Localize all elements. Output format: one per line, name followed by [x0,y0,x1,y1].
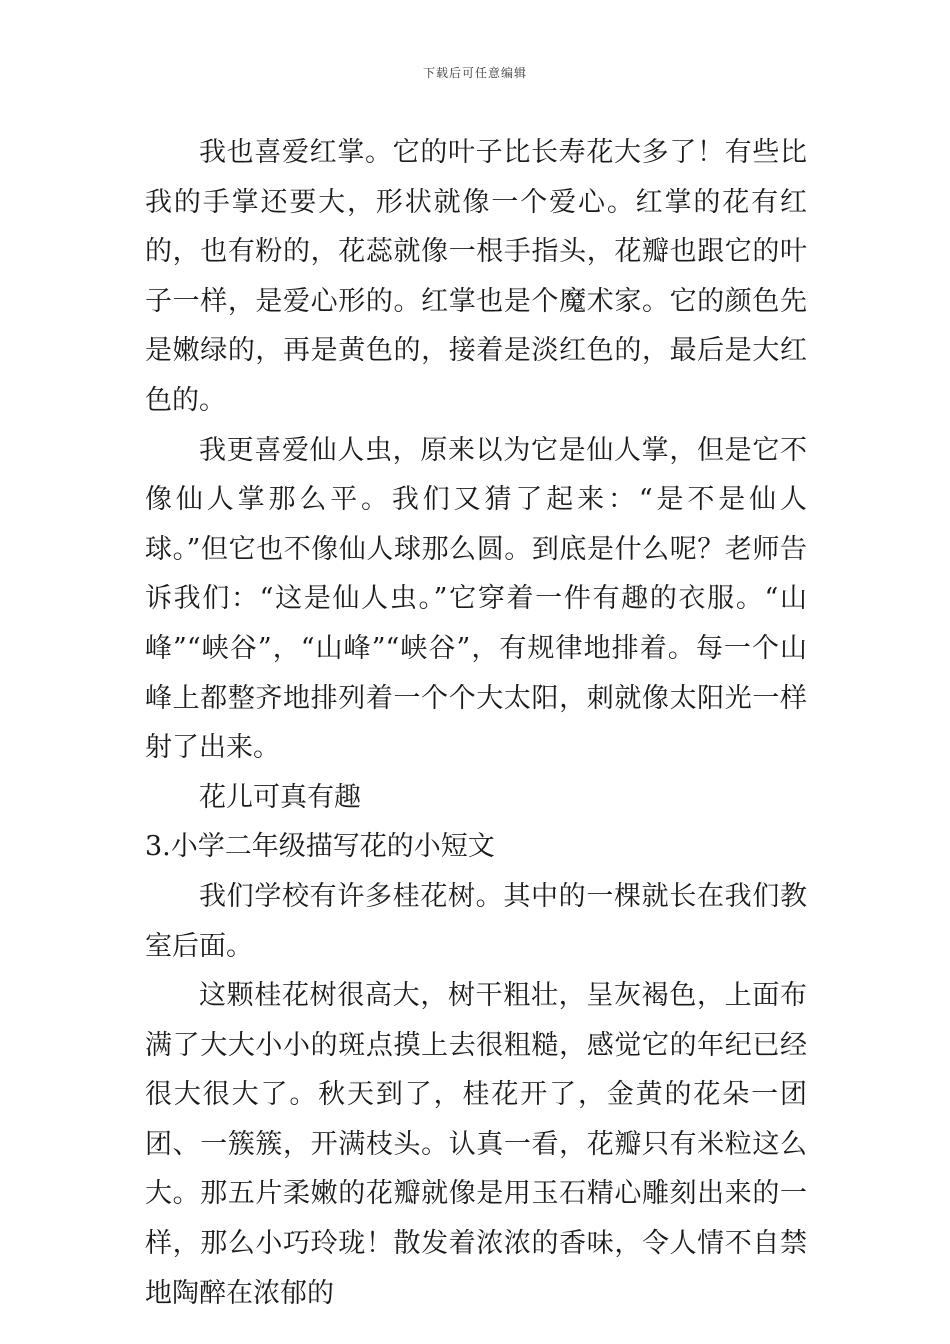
body-text [145,128,807,1318]
paragraph-cactus: 我更喜爱仙人虫，原来以为它是仙人掌，但是它不像仙人掌那么平。我们又猜了起来：“是不是仙人球。”但它也不像仙人球那么圆。到底是什么呢？老师告诉我们：“这是仙人虫。”它穿着一件有趣的衣服。“山峰”“峡谷”，“山峰”“峡谷”，有规律地排着。每一个山峰上都整齐地排列着一个个大太阳，刺就像太阳光一样射了出来。 [145,434,807,764]
section-heading: 3.小学二年级描写花的小短文 [145,831,495,863]
paragraph-osmanthus-intro: 我们学校有许多桂花树。其中的一棵就长在我们教室后面。 [145,880,807,962]
paragraph-red-anthurium: 我也喜爱红掌。它的叶子比长寿花大多了！有些比我的手掌还要大，形状就像一个爱心。红掌的花有红的，也有粉的，花蕊就像一根手指头，花瓣也跟它的叶子一样，是爱心形的。红掌也是个魔术家。它的颜色先是嫩绿的，再是黄色的，接着是淡红色的，最后是大红色的。 [145,137,807,416]
paragraph-osmanthus-description: 这颗桂花树很高大，树干粗壮，呈灰褐色，上面布满了大大小小的斑点摸上去很粗糙，感觉它的年纪已经很大很大了。秋天到了，桂花开了，金黄的花朵一团团、一簇簇，开满枝头。认真一看，花瓣只有米粒这么大。那五片柔嫩的花瓣就像是用玉石精心雕刻出来的一样，那么小巧玲珑！散发着浓浓的香味，令人情不自禁地陶醉在浓郁的 [145,980,807,1309]
header-note: 下载后可任意编辑 [422,66,527,80]
paragraph-closing-line: 花儿可真有趣 [199,781,361,813]
